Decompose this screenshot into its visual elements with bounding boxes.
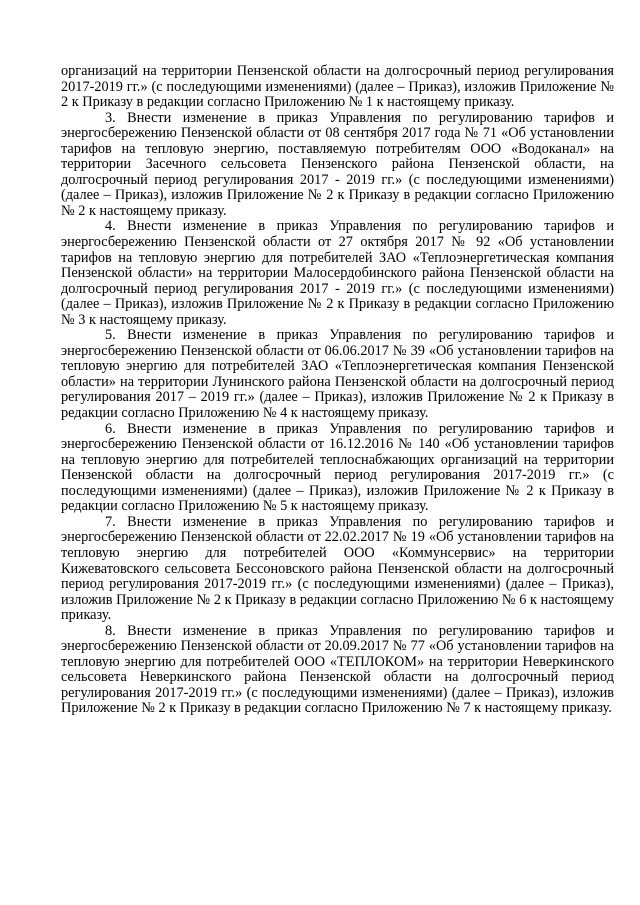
paragraph-item-6: 6. Внести изменение в приказ Управления по регулированию тарифов и энергосбережению Пензенской области от 16.12.2016 № 140 «Об установлении тарифов на тепловую энергию для потребителей теплоснабжающих организаций на территории Пензенской области на долгосрочный период регулирования 2017-2019 гг.» (с последующими изменениями) (далее – Приказ), изложив Приложение № 2 к Приказу в редакции согласно Приложению № 5 к настоящему приказу. — [61, 420, 614, 515]
paragraph-continuation: организаций на территории Пензенской области на долгосрочный период регулирования 2017-2019 гг.» (с последующими изменениями) (далее – Приказ), изложив Приложение № 2 к Приказу в редакции согласно Приложению № 1 к настоящему приказу. — [61, 63, 614, 111]
paragraph-item-4: 4. Внести изменение в приказ Управления по регулированию тарифов и энергосбережению Пензенской области от 27 октября 2017 № 92 «Об установлении тарифов на тепловую энергию для потребителей ЗАО «Теплоэнергетическая компания Пензенской области» на территории Малосердобинского района Пензенской области на долгосрочный период регулирования 2017 - 2019 гг.» (с последующими изменениями) (далее – Приказ), изложив Приложение № 2 к Приказу в редакции согласно Приложению № 3 к настоящему приказу. — [61, 218, 614, 328]
paragraph-item-5: 5. Внести изменение в приказ Управления по регулированию тарифов и энергосбережению Пензенской области от 06.06.2017 № 39 «Об установлении тарифов на тепловую энергию для потребителей ЗАО «Теплоэнергетическая компания Пензенской области» на территории Лунинского района Пензенской области на долгосрочный период регулирования 2017 – 2019 гг.» (далее – Приказ), изложив Приложение № 2 к Приказу в редакции согласно Приложению № 4 к настоящему приказу. — [61, 327, 614, 422]
paragraph-item-3: 3. Внести изменение в приказ Управления по регулированию тарифов и энергосбережению Пензенской области от 08 сентября 2017 года № 71 «Об установлении тарифов на тепловую энергию, поставляемую потребителям ООО «Водоканал» на территории Засечного сельсовета Пензенского района Пензенской области, на долгосрочный период регулирования 2017 - 2019 гг.» (с последующими изменениями) (далее – Приказ), изложив Приложение № 2 к Приказу в редакции согласно Приложению № 2 к настоящему приказу. — [61, 109, 614, 219]
paragraph-item-8: 8. Внести изменение в приказ Управления по регулированию тарифов и энергосбережению Пензенской области от 20.09.2017 № 77 «Об установлении тарифов на тепловую энергию для потребителей ООО «ТЕПЛОКОМ» на территории Неверкинского сельсовета Неверкинского района Пензенской области на долгосрочный период регулирования 2017-2019 гг.» (с последующими изменениями) (далее – Приказ), изложив Приложение № 2 к Приказу в редакции согласно Приложению № 7 к настоящему приказу. — [61, 622, 614, 717]
paragraph-item-7: 7. Внести изменение в приказ Управления по регулированию тарифов и энергосбережению Пензенской области от 22.02.2017 № 19 «Об установлении тарифов на тепловую энергию для потребителей ООО «Коммунсервис» на территории Кижеватовского сельсовета Бессоновского района Пензенской области на долгосрочный период регулирования 2017-2019 гг.» (с последующими изменениями) (далее – Приказ), изложив Приложение № 2 к Приказу в редакции согласно Приложению № 6 к настоящему приказу. — [61, 513, 614, 624]
document-page — [61, 64, 614, 717]
